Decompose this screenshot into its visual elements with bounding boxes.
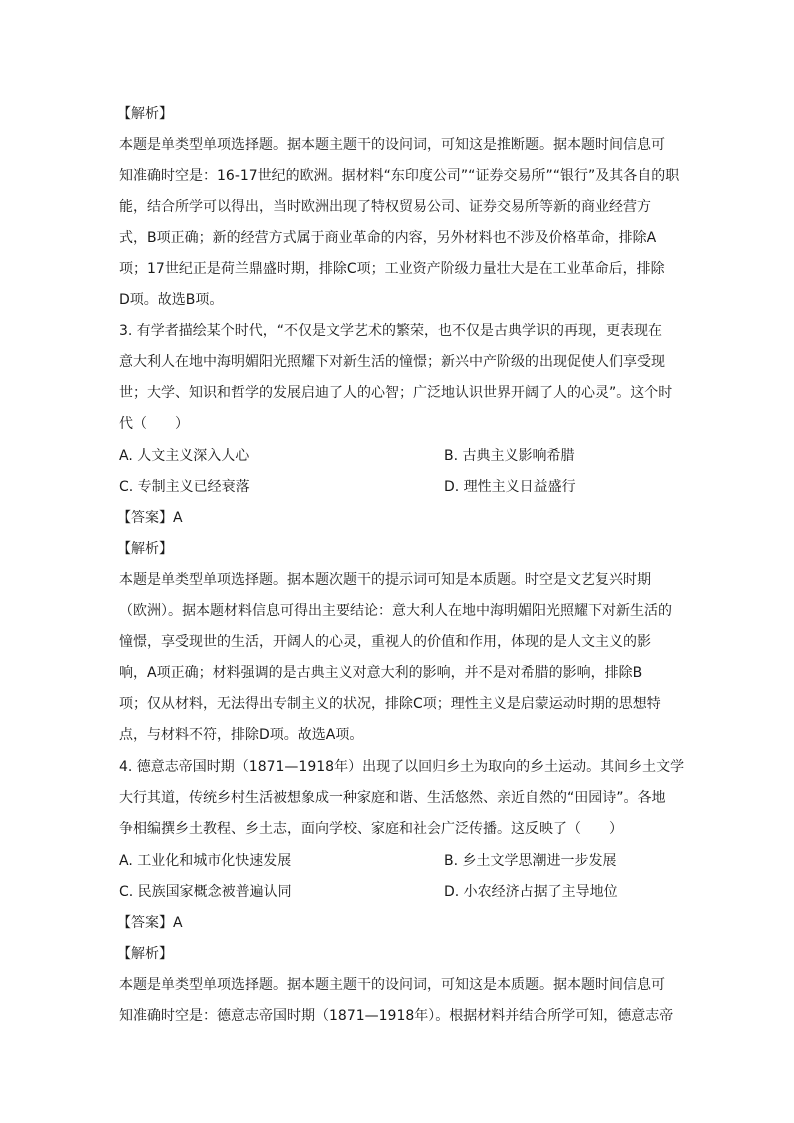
question-3-stem-line: 代（ ）	[119, 416, 189, 432]
analysis-line: 本题是单类型单项选择题。据本题主题干的设问词，可知这是推断题。据本题时间信息可	[119, 137, 665, 153]
analysis-line: 能，结合所学可以得出，当时欧洲出现了特权贸易公司、证券交易所等新的商业经营方	[119, 199, 651, 215]
question-4-analysis-line: 知准确时空是：德意志帝国时期（1871—1918年）。根据材料并结合所学可知，德意志帝	[119, 1008, 674, 1024]
analysis-line: D项。故选B项。	[119, 292, 224, 308]
question-4-option-d: D. 小农经济占据了主导地位	[444, 884, 618, 900]
analysis-line: 项；17世纪正是荷兰鼎盛时期，排除C项；工业资产阶级力量壮大是在工业革命后，排除	[119, 261, 665, 277]
question-4-stem-line: 争相编撰乡土教程、乡土志，面向学校、家庭和社会广泛传播。这反映了（ ）	[119, 821, 623, 837]
question-4-stem-line: 4. 德意志帝国时期（1871—1918年）出现了以回归乡土为取向的乡土运动。其间乡土文学	[119, 759, 685, 775]
question-3-analysis-heading: 【解析】	[117, 541, 173, 557]
question-4-option-b: B. 乡土文学思潮进一步发展	[444, 853, 617, 869]
question-3-analysis-line: 点，与材料不符，排除D项。故选A项。	[119, 727, 364, 743]
question-3-analysis-line: 项；仅从材料，无法得出专制主义的状况，排除C项；理性主义是启蒙运动时期的思想特	[119, 696, 661, 712]
question-3-answer: 【答案】A	[117, 510, 183, 526]
question-3-option-b: B. 古典主义影响希腊	[444, 448, 575, 464]
question-3-stem-line: 世；大学、知识和哲学的发展启迪了人的心智；广泛地认识世界开阔了人的心灵”。这个时	[119, 385, 673, 401]
question-3-option-c: C. 专制主义已经衰落	[119, 479, 250, 495]
question-3-analysis-line: （欧洲）。据本题材料信息可得出主要结论：意大利人在地中海明媚阳光照耀下对新生活的	[119, 603, 672, 619]
question-4-analysis-line: 本题是单类型单项选择题。据本题主题干的设问词，可知这是本质题。据本题时间信息可	[119, 977, 665, 993]
question-4-answer: 【答案】A	[117, 915, 183, 931]
question-3-analysis-line: 本题是单类型单项选择题。据本题次题干的提示词可知是本质题。时空是文艺复兴时期	[119, 572, 651, 588]
question-3-analysis-line: 憧憬，享受现世的生活，开阔人的心灵，重视人的价值和作用，体现的是人文主义的影	[119, 634, 651, 650]
question-3-stem-line: 意大利人在地中海明媚阳光照耀下对新生活的憧憬；新兴中产阶级的出现促使人们享受现	[119, 354, 665, 370]
question-4-analysis-heading: 【解析】	[117, 946, 173, 962]
question-3-stem-line: 3. 有学者描绘某个时代，“不仅是文学艺术的繁荣，也不仅是古典学识的再现，更表现在	[119, 323, 663, 339]
question-4-option-c: C. 民族国家概念被普遍认同	[119, 884, 292, 900]
analysis-line: 式，B项正确；新的经营方式属于商业革命的内容，另外材料也不涉及价格革命，排除A	[119, 230, 657, 246]
question-3-option-d: D. 理性主义日益盛行	[444, 479, 576, 495]
question-4-option-a: A. 工业化和城市化快速发展	[119, 853, 292, 869]
question-3-option-a: A. 人文主义深入人心	[119, 448, 250, 464]
analysis-line: 知准确时空是：16-17世纪的欧洲。据材料“东印度公司”“证券交易所”“银行”及其各自的职	[119, 168, 680, 184]
question-3-analysis-line: 响，A项正确；材料强调的是古典主义对意大利的影响，并不是对希腊的影响，排除B	[119, 665, 643, 681]
analysis-heading: 【解析】	[117, 106, 173, 122]
question-4-stem-line: 大行其道，传统乡村生活被想象成一种家庭和谐、生活悠然、亲近自然的“田园诗”。各地	[119, 790, 666, 806]
